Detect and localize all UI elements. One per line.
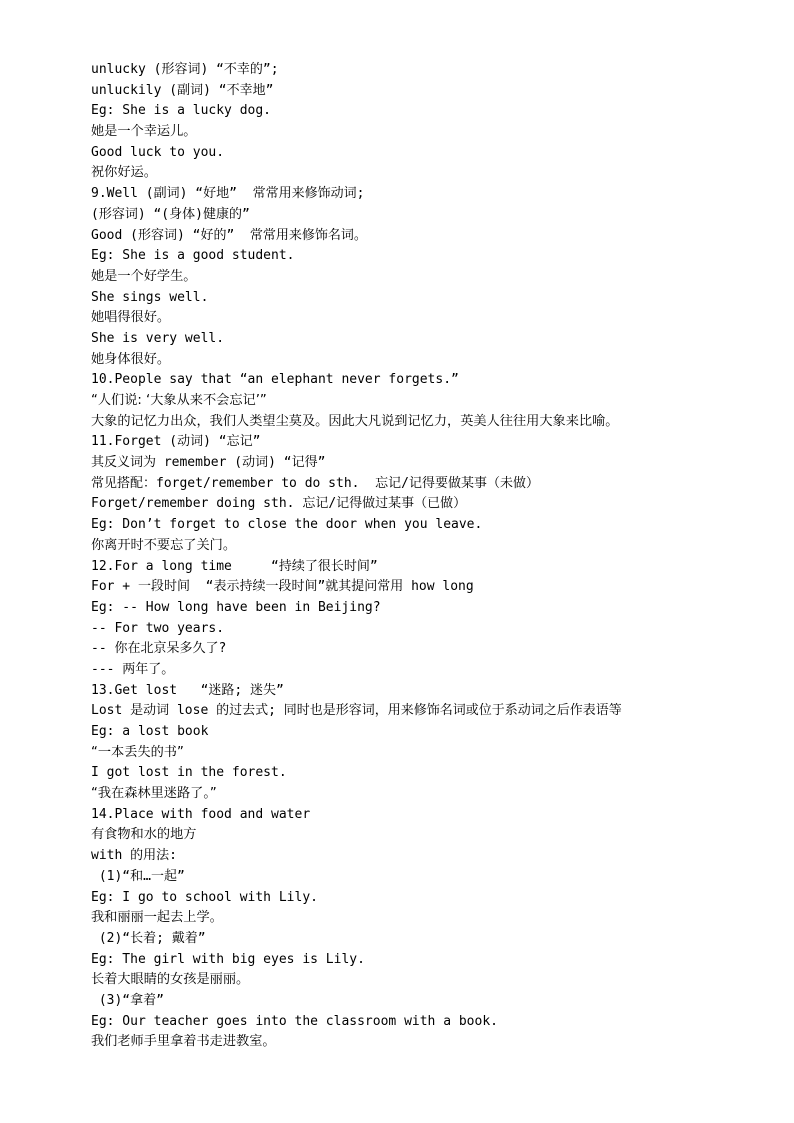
text-line: She is very well. [91,330,225,346]
text-line: Eg: a lost book [91,724,209,739]
text-line: Eg: I go to school with Lily. [91,889,318,905]
text-line: --- 两年了。 [91,661,175,677]
text-line: “人们说: ‘大象从来不会忘记’” [91,393,267,408]
text-line: with 的用法: [91,848,177,864]
section-heading: 13.Get lost “迷路; 迷失” [91,682,284,698]
text-line: 大象的记忆力出众，我们人类望尘莫及。因此大凡说到记忆力，英美人往往用大象来比喻。 [91,413,619,429]
text-line: Eg: Our teacher goes into the classroom with a book. [91,1013,498,1029]
text-line: unlucky (形容词) “不幸的”; [91,62,279,77]
text-line: Lost 是动词 lose 的过去式; 同时也是形容词，用来修饰名词或位于系动词之后作表语等 [91,703,622,719]
section-heading: 11.Forget (动词) “忘记” [91,434,261,450]
list-item: (1)“和…一起” [91,868,185,884]
text-line: 她唱得很好。 [91,310,171,326]
text-line: 常见搭配：forget/remember to do sth. 忘记/记得要做某事（未做） [91,475,539,491]
text-line: I got lost in the forest. [91,765,287,781]
text-line: Eg: The girl with big eyes is Lily. [91,951,365,967]
text-line: 她是一个幸运儿。 [91,124,197,140]
text-line: Eg: She is a good student. [91,248,295,264]
list-item: (2)“长着; 戴着” [91,930,206,946]
text-line: 我们老师手里拿着书走进教室。 [91,1034,276,1050]
text-line: 你离开时不要忘了关门。 [91,537,237,553]
document-page [91,60,751,1053]
text-line: Eg: -- How long have been in Beijing? [91,599,381,615]
text-line: Good (形容词) “好的” 常常用来修饰名词。 [91,227,367,243]
text-line: Eg: Don’t forget to close the door when you leave. [91,517,483,533]
text-line: 有食物和水的地方 [91,827,197,843]
text-line: Forget/remember doing sth. 忘记/记得做过某事（已做） [91,496,467,512]
text-line: “我在森林里迷路了。” [91,786,217,802]
text-line: For + 一段时间 “表示持续一段时间”就其提问常用 how long [91,579,474,595]
section-heading: 9.Well (副词) “好地” 常常用来修饰动词; [91,186,365,202]
text-line: She sings well. [91,289,209,305]
section-heading: 12.For a long time “持续了很长时间” [91,558,378,574]
text-line: 祝你好运。 [91,165,157,181]
section-heading: 14.Place with food and water [91,806,311,822]
text-line: unluckily (副词) “不幸地” [91,82,274,98]
text-line: (形容词) “(身体)健康的” [91,206,250,222]
list-item: (3)“拿着” [91,992,164,1008]
text-line: -- 你在北京呆多久了? [91,641,227,657]
section-heading: 10.People say that “an elephant never forgets.” [91,372,459,388]
text-line: 我和丽丽一起去上学。 [91,910,223,926]
text-line: 长着大眼睛的女孩是丽丽。 [91,972,250,988]
text-line: 她身体很好。 [91,351,171,367]
text-line: 其反义词为 remember (动词) “记得” [91,455,326,471]
text-line: Good luck to you. [91,144,225,160]
text-line: Eg: She is a lucky dog. [91,103,272,119]
text-line: -- For two years. [91,620,225,636]
text-line: “一本丢失的书” [91,744,184,760]
text-line: 她是一个好学生。 [91,268,197,284]
